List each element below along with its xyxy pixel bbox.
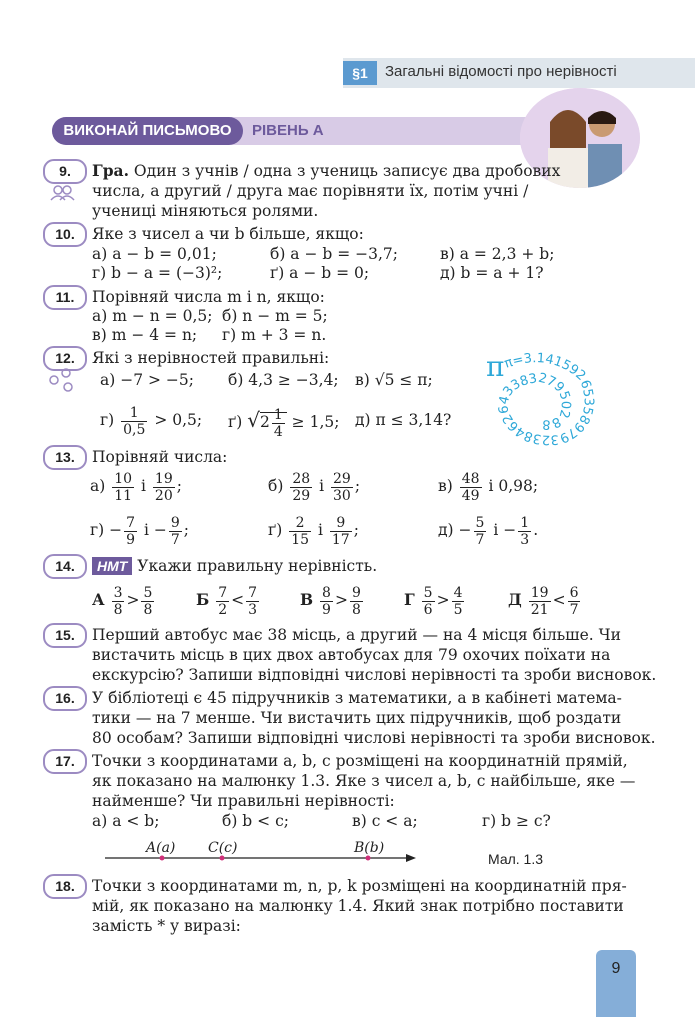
option-letter: А (92, 590, 105, 609)
fraction (350, 585, 363, 618)
task-9-line-3: учениці міняються ролями. (92, 202, 319, 220)
task-17-line-2: як показано на малюнку 1.3. Яке з чисел a, b, c найбільше, яке — (92, 772, 636, 790)
task-18-line-1: Точки з координатами m, n, p, k розміщені на координатній пря- (92, 877, 627, 895)
numerator: 19 (154, 470, 173, 487)
denominator: 21 (530, 601, 549, 618)
fraction (422, 585, 435, 618)
denominator: 9 (126, 531, 136, 548)
task-11-c: в) m − 4 = n; (92, 326, 198, 344)
comparison-sign: < (552, 591, 566, 609)
task-17-d: г) b ≥ c? (482, 812, 551, 830)
numerator: 29 (333, 470, 351, 487)
task-14-option-b[interactable] (196, 580, 261, 620)
denominator: 15 (291, 531, 310, 548)
task-11-prompt: Порівняй числа m і n, якщо: (92, 288, 325, 306)
item-label: б) (268, 477, 284, 495)
fraction (529, 585, 551, 618)
task-16-line-2: тики — на 7 менше. Чи вистачить цих підручників, щоб роздати (92, 709, 622, 727)
axis-arrow (406, 854, 416, 862)
fraction (153, 471, 175, 504)
fraction (460, 471, 482, 504)
fraction (141, 585, 154, 618)
denominator: 3 (520, 531, 530, 548)
task-14-prompt-line (92, 556, 377, 576)
numerator: 7 (126, 514, 136, 531)
task-13-d (90, 510, 189, 550)
fraction (272, 407, 285, 440)
numerator: 19 (530, 584, 549, 601)
minus: − (458, 521, 472, 539)
option-letter: В (300, 590, 314, 609)
denominator: 11 (114, 487, 133, 504)
denominator: 7 (170, 531, 180, 548)
numerator: 3 (113, 584, 123, 601)
task-18-line-2: мій, як показано на малюнку 1.4. Який знак потрібно поставити (92, 897, 624, 915)
task-12-d-rest: > 0,5; (154, 411, 203, 429)
task-10-c: в) a = 2,3 + b; (440, 245, 555, 263)
task-12-f: д) π ≤ 3,14? (355, 411, 452, 429)
task-13-b (268, 466, 360, 506)
punct: ; (176, 477, 182, 495)
task-13-e (268, 510, 359, 550)
numerator: 9 (330, 515, 352, 532)
task-10-a: а) a − b = 0,01; (92, 245, 217, 263)
task-12-e-rest: ≥ 1,5; (291, 413, 340, 431)
comparison-sign: > (334, 591, 348, 609)
fraction (474, 515, 487, 548)
task-12-e (228, 400, 339, 442)
fraction (568, 585, 581, 618)
task-14-option-c[interactable] (300, 580, 365, 620)
fraction (331, 471, 353, 504)
task-16-line-3: 80 особам? Запиши відповідні числові нерівності та зроби висновок. (92, 729, 656, 747)
pi-symbol: π (486, 350, 505, 383)
section-tag: §1 (343, 61, 377, 85)
numerator: 48 (461, 470, 480, 487)
numerator: 5 (423, 584, 433, 601)
conjunction: і 0,98; (488, 477, 539, 495)
task-10-e: ґ) a − b = 0; (270, 264, 370, 282)
section-header (343, 58, 695, 88)
task-18-line-3: замість * у виразі: (92, 917, 241, 935)
task-14-prompt: Укажи правильну нерівність. (137, 557, 378, 575)
fraction (289, 515, 311, 548)
task-15-line-1: Перший автобус має 38 місць, а другий — на 4 місця більше. Чи (92, 626, 621, 644)
pi-digits: π=3.14159265358979323846264338327950288 (496, 351, 596, 447)
minus: − (503, 521, 517, 539)
option-letter: Г (404, 590, 415, 609)
task-10-d: г) b − a = (−3)²; (92, 264, 223, 282)
fraction (169, 515, 182, 548)
task-number-17: 17. (43, 749, 87, 774)
fraction (112, 585, 125, 618)
numerator: 5 (475, 514, 485, 531)
denominator: 8 (113, 601, 123, 618)
fraction (290, 471, 312, 504)
fraction (216, 585, 229, 618)
label-point-a: A(a) (146, 840, 176, 856)
fraction (452, 585, 465, 618)
option-letter: Б (196, 590, 210, 609)
numerator: 4 (453, 584, 463, 601)
task-number-15: 15. (43, 623, 87, 648)
numerator: 1 (121, 405, 147, 422)
fraction (124, 515, 137, 548)
task-14-option-d[interactable] (404, 580, 466, 620)
task-12-a: а) −7 > −5; (100, 371, 194, 389)
task-17-line-1: Точки з координатами a, b, c розміщені на координатній прямій, (92, 752, 628, 770)
denominator: 49 (461, 487, 480, 504)
task-number-16: 16. (43, 686, 87, 711)
task-13-prompt: Порівняй числа: (92, 448, 228, 466)
pi-spiral-decoration (480, 340, 600, 450)
numerator: 1 (273, 406, 283, 423)
denominator: 29 (292, 487, 311, 504)
fraction (518, 515, 531, 548)
numerator: 9 (351, 584, 361, 601)
denominator: 8 (143, 601, 153, 618)
task-9-text-1: Один з учнів / одна з учениць записує два дробових (128, 162, 561, 180)
conjunction: і (319, 477, 325, 495)
banner-level: РІВЕНЬ А (252, 122, 324, 139)
denominator: 3 (248, 601, 258, 618)
denominator: 7 (475, 531, 485, 548)
numerator: 9 (170, 514, 180, 531)
label-point-b: B(b) (354, 840, 385, 856)
task-number-11: 11. (43, 285, 87, 310)
whole-part: 2 (259, 413, 270, 431)
task-14-option-e[interactable] (508, 580, 582, 620)
page-number: 9 (596, 950, 636, 1017)
punct: ; (354, 477, 361, 495)
section-title: Загальні відомості про нерівності (385, 63, 617, 80)
option-letter: Д (508, 590, 522, 609)
task-12-e-label: ґ) (228, 413, 243, 431)
task-13-c (438, 466, 538, 506)
numerator: 7 (248, 584, 258, 601)
task-banner (52, 117, 532, 145)
task-9-bold: Гра. (92, 161, 129, 180)
task-12-c: в) √5 ≤ π; (355, 371, 433, 389)
conjunction: і (141, 477, 146, 495)
task-17-c: в) c < a; (352, 812, 418, 830)
task-15-line-3: екскурсію? Запиши відповідні числові нерівності та зроби висновок. (92, 666, 657, 684)
comparison-sign: > (126, 591, 140, 609)
label-point-c: C(c) (208, 840, 238, 856)
denominator: 4 (273, 423, 283, 440)
figure-caption: Мал. 1.3 (488, 851, 544, 867)
denominator: 9 (322, 601, 331, 618)
task-number-10: 10. (43, 222, 87, 247)
task-12-prompt: Які з нерівностей правильні: (92, 349, 330, 367)
numerator: 5 (143, 584, 153, 601)
denominator: 20 (154, 487, 173, 504)
numerator: 8 (322, 584, 331, 601)
denominator: 17 (331, 531, 350, 548)
task-number-13: 13. (43, 445, 87, 470)
fraction (112, 471, 134, 504)
item-label: в) (438, 477, 453, 495)
item-label: г) (90, 521, 105, 539)
task-number-9: 9. (43, 159, 87, 184)
item-label: ґ) (268, 521, 283, 539)
task-number-14: 14. (43, 554, 87, 579)
task-10-prompt: Яке з чисел a чи b більше, якщо: (92, 225, 364, 243)
task-9-line-1 (92, 161, 560, 181)
task-16-line-1: У бібліотеці є 45 підручників з математики, а в кабінеті матема- (92, 689, 622, 707)
task-15-line-2: вистачить місць в цих двох автобусах для 79 охочих поїхати на (92, 646, 611, 664)
denominator: 6 (423, 601, 433, 618)
numerator: 10 (114, 470, 133, 487)
fraction (320, 585, 333, 618)
denominator: 5 (453, 601, 463, 618)
task-13-a (90, 466, 182, 506)
item-label: а) (90, 477, 106, 495)
task-17-b: б) b < c; (222, 812, 289, 830)
task-12-d (100, 400, 202, 440)
fraction (121, 405, 147, 438)
item-label: д) (438, 521, 454, 539)
task-12-d-label: г) (100, 411, 115, 429)
denominator: 0,5 (123, 421, 146, 438)
task-14-option-a[interactable] (92, 580, 156, 620)
task-10-b: б) a − b = −3,7; (270, 245, 399, 263)
nmt-badge: НМТ (92, 557, 132, 575)
sqrt-sign: √ (247, 408, 260, 432)
task-10-f: д) b = a + 1? (440, 264, 544, 282)
task-17-line-3: найменше? Чи правильні нерівності: (92, 792, 395, 810)
task-13-f (438, 510, 538, 550)
punct: ; (353, 521, 359, 539)
conjunction: і (143, 521, 149, 539)
task-11-b: б) n − m = 5; (222, 307, 328, 325)
comparison-sign: < (231, 591, 245, 609)
numerator: 1 (520, 514, 530, 531)
denominator: 2 (218, 601, 228, 618)
molecule-icon (48, 368, 76, 392)
task-number-18: 18. (43, 874, 87, 899)
punct: ; (183, 521, 190, 539)
minus: − (109, 521, 123, 539)
numerator: 28 (292, 470, 311, 487)
minus: − (153, 521, 167, 539)
task-11-d: г) m + 3 = n. (222, 326, 327, 344)
denominator: 8 (351, 601, 361, 618)
task-9-line-2: числа, а другий / друга має порівняти їх, потім учні / (92, 182, 529, 200)
denominator: 30 (333, 487, 351, 504)
fraction (330, 515, 352, 548)
task-12-b: б) 4,3 ≥ −3,4; (228, 371, 339, 389)
conjunction: і (317, 521, 323, 539)
fraction (246, 585, 259, 618)
banner-main: ВИКОНАЙ ПИСЬМОВО (52, 117, 243, 145)
punct: . (533, 521, 539, 539)
task-11-a: а) m − n = 0,5; (92, 307, 213, 325)
conjunction: і (493, 521, 499, 539)
numerator: 2 (289, 515, 311, 532)
comparison-sign: > (436, 591, 450, 609)
task-17-a: а) a < b; (92, 812, 160, 830)
task-number-12: 12. (43, 346, 87, 371)
sqrt-body (259, 406, 287, 440)
pair-work-icon (48, 184, 78, 202)
numerator: 7 (218, 584, 228, 601)
numerator: 6 (569, 584, 579, 601)
denominator: 7 (569, 601, 579, 618)
